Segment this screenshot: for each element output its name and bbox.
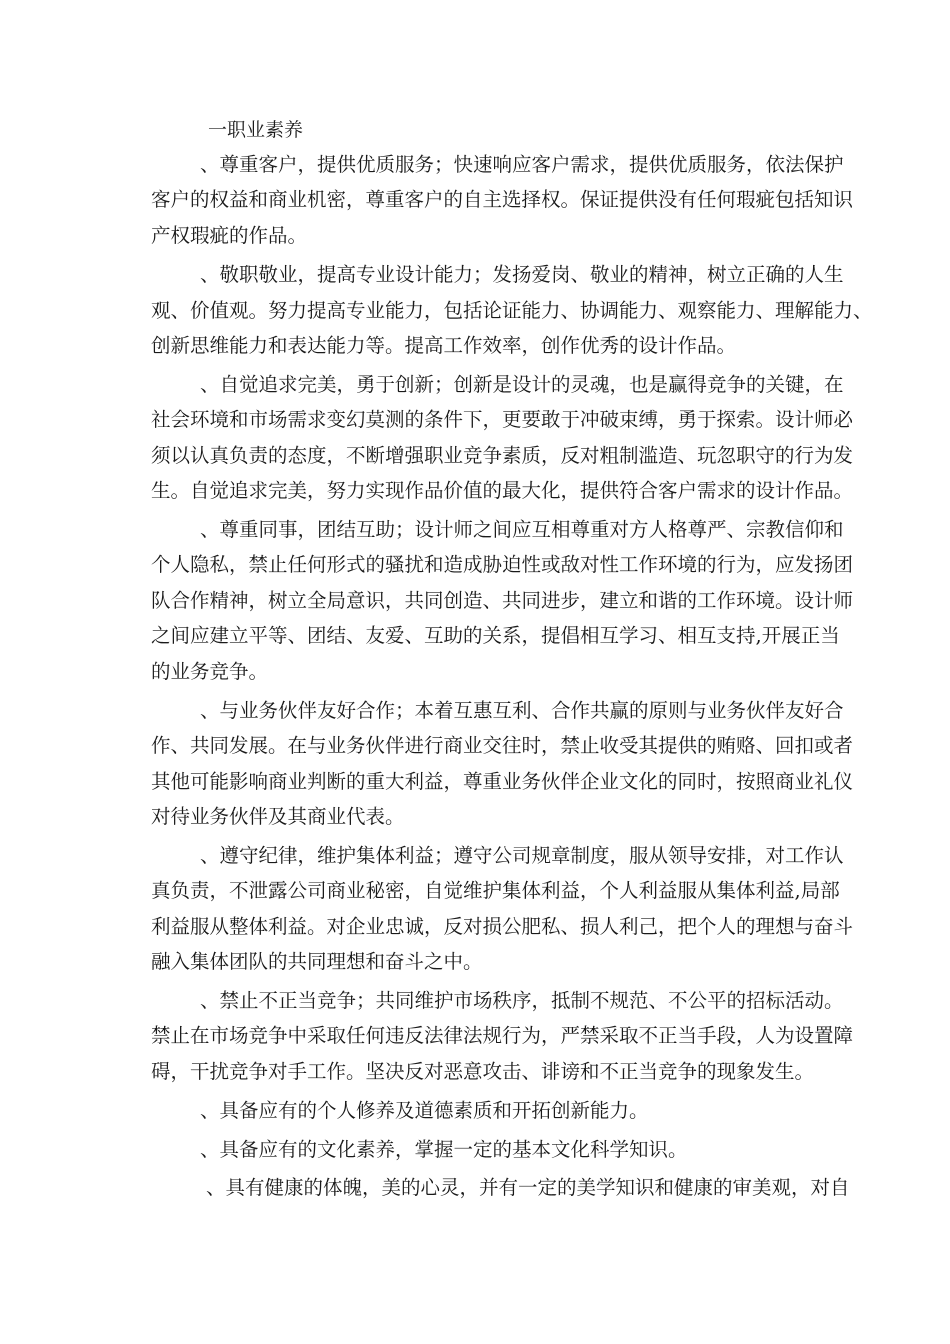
paragraph-line: 须以认真负责的态度，不断增强职业竞争素质，反对粗制滥造、玩忽职守的行为发 (151, 444, 854, 467)
paragraph-line: 创新思维能力和表达能力等。提高工作效率，创作优秀的设计作品。 (151, 334, 737, 357)
paragraph-line: 真负责，不泄露公司商业秘密，自觉维护集体利益，个人利益服从集体利益,局部 (151, 879, 840, 902)
paragraph-line: 碍，干扰竞争对手工作。坚决反对恶意攻击、诽谤和不正当竞争的现象发生。 (151, 1060, 815, 1083)
paragraph-line: 客户的权益和商业机密，尊重客户的自主选择权。保证提供没有任何瑕疵包括知识 (151, 188, 854, 211)
paragraph-line: 融入集体团队的共同理想和奋斗之中。 (151, 950, 483, 973)
paragraph-line: 其他可能影响商业判断的重大利益，尊重业务伙伴企业文化的同时，按照商业礼仪 (151, 770, 854, 793)
paragraph-line: 对待业务伙伴及其商业代表。 (151, 805, 405, 828)
paragraph-line: 个人隐私，禁止任何形式的骚扰和造成胁迫性或敌对性工作环境的行为，应发扬团 (151, 553, 854, 576)
paragraph-line: 作、共同发展。在与业务伙伴进行商业交往时，禁止收受其提供的贿赂、回扣或者 (151, 734, 854, 757)
paragraph-line: 、尊重同事，团结互助；设计师之间应互相尊重对方人格尊严、宗教信仰和 (200, 518, 844, 541)
paragraph-line: 利益服从整体利益。对企业忠诚，反对损公肥私、损人利己，把个人的理想与奋斗 (151, 915, 854, 938)
paragraph-line: 、禁止不正当竞争；共同维护市场秩序，抵制不规范、不公平的招标活动。 (200, 989, 844, 1012)
paragraph-line: 、与业务伙伴友好合作；本着互惠互利、合作共赢的原则与业务伙伴友好合 (200, 699, 844, 722)
paragraph-line: 社会环境和市场需求变幻莫测的条件下，更要敢于冲破束缚，勇于探索。设计师必 (151, 408, 854, 431)
paragraph-line: 生。自觉追求完美，努力实现作品价值的最大化，提供符合客户需求的设计作品。 (151, 479, 854, 502)
paragraph-line: 禁止在市场竞争中采取任何违反法律法规行为，严禁采取不正当手段，人为设置障 (151, 1024, 854, 1047)
paragraph-line: 的业务竞争。 (151, 660, 269, 683)
paragraph-line: 、具备应有的个人修养及道德素质和开拓创新能力。 (200, 1099, 649, 1122)
paragraph-line: 、自觉追求完美，勇于创新；创新是设计的灵魂，也是赢得竞争的关键，在 (200, 373, 844, 396)
paragraph-line: 、尊重客户，提供优质服务；快速响应客户需求，提供优质服务，依法保护 (200, 153, 844, 176)
paragraph-line: 、具有健康的体魄，美的心灵，并有一定的美学知识和健康的审美观，对自 (206, 1176, 850, 1199)
paragraph-line: 产权瑕疵的作品。 (151, 224, 308, 247)
section-heading: 一职业素养 (208, 119, 304, 141)
paragraph-line: 、敬职敬业，提高专业设计能力；发扬爱岗、敬业的精神，树立正确的人生 (200, 263, 844, 286)
paragraph-line: 之间应建立平等、团结、友爱、互助的关系，提倡相互学习、相互支持,开展正当 (151, 624, 840, 647)
paragraph-line: 、具备应有的文化素养，掌握一定的基本文化科学知识。 (200, 1138, 688, 1161)
paragraph-line: 、遵守纪律，维护集体利益；遵守公司规章制度，服从领导安排，对工作认 (200, 844, 844, 867)
paragraph-line: 观、价值观。努力提高专业能力，包括论证能力、协调能力、观察能力、理解能力、 (151, 299, 873, 322)
paragraph-line: 队合作精神，树立全局意识，共同创造、共同进步，建立和谐的工作环境。设计师 (151, 589, 854, 612)
